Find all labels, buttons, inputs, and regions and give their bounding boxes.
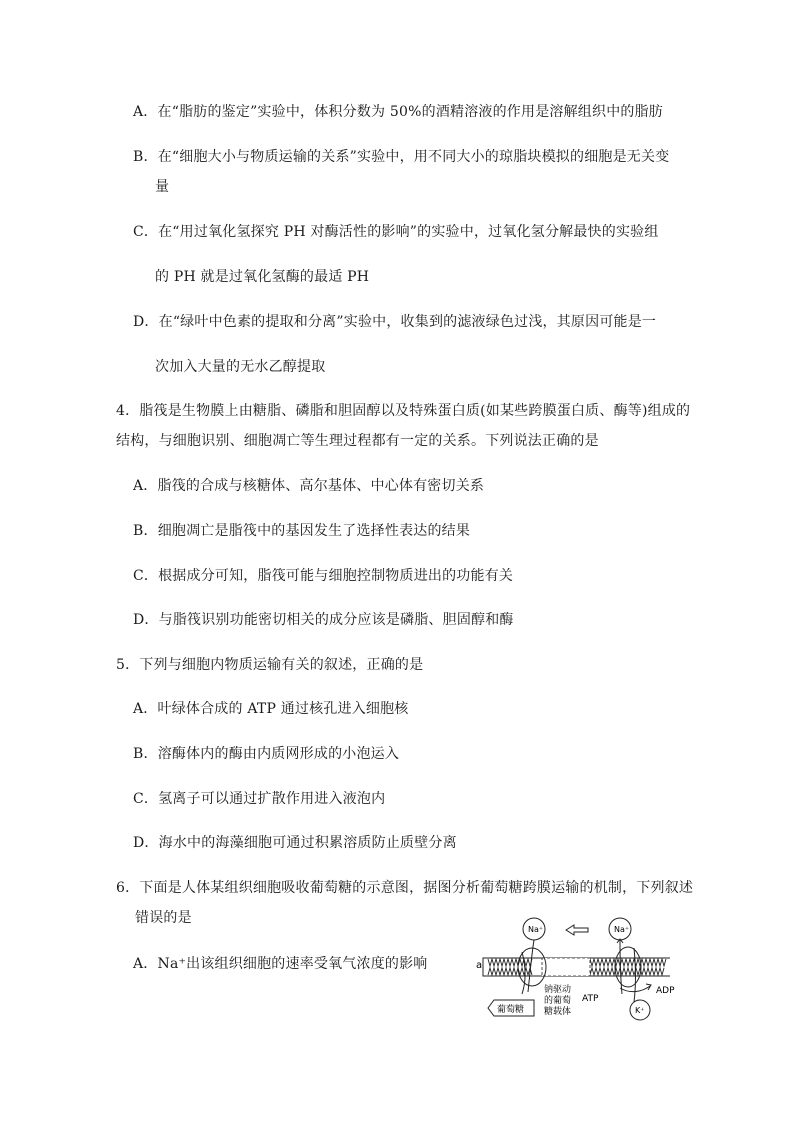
question-5-option-b: B．溶酶体内的酶由内质网形成的小泡运入 xyxy=(133,746,400,762)
question-3-option-c-cont: 的 PH 就是过氧化氢酶的最适 PH xyxy=(155,269,370,285)
na-outflow-arrow xyxy=(620,940,622,994)
question-6-stem-cont: 错误的是 xyxy=(135,910,192,926)
carrier-label-3: 糖载体 xyxy=(544,1007,572,1017)
question-4-stem-cont: 结构，与细胞识别、细胞凋亡等生理过程都有一定的关系。下列说法正确的是 xyxy=(116,433,599,449)
question-3-option-d: D．在“绿叶中色素的提取和分离”实验中，收集到的滤液绿色过浅，其原因可能是一 xyxy=(133,314,657,330)
question-4-option-b: B．细胞凋亡是脂筏中的基因发生了选择性表达的结果 xyxy=(133,523,471,539)
adp-label: ADP xyxy=(656,986,675,996)
question-3-option-c: C．在“用过氧化氢探究 PH 对酶活性的影响”的实验中，过氧化氢分解最快的实验组 xyxy=(133,224,659,240)
question-4-stem: 4．脂筏是生物膜上由糖脂、磷脂和胆固醇以及特殊蛋白质(如某些跨膜蛋白质、酶等)组成的 xyxy=(116,403,691,419)
membrane-label-a: a xyxy=(476,960,483,971)
question-6-option-a: A．Na⁺出该组织细胞的速率受氧气浓度的影响 xyxy=(133,956,428,972)
svg-text:葡萄糖: 葡萄糖 xyxy=(497,1005,525,1015)
atp-label: ATP xyxy=(582,994,599,1004)
question-5-option-a: A．叶绿体合成的 ATP 通过核孔进入细胞核 xyxy=(133,701,409,717)
question-3-option-a: A．在“脂肪的鉴定”实验中，体积分数为 50%的酒精溶液的作用是溶解组织中的脂肪 xyxy=(133,104,663,120)
question-3-option-d-cont: 次加入大量的无水乙醇提取 xyxy=(155,359,326,375)
svg-text:Na⁺: Na⁺ xyxy=(528,925,544,934)
dashed-membrane-gap xyxy=(542,958,590,976)
question-6-stem: 6．下面是人体某组织细胞吸收葡萄糖的示意图，据图分析葡萄糖跨膜运输的机制，下列叙述 xyxy=(116,880,694,896)
carrier-label-1: 钠驱动 xyxy=(544,985,572,995)
carrier-label-2: 的葡萄 xyxy=(544,996,572,1006)
svg-text:K⁺: K⁺ xyxy=(635,1006,645,1015)
question-5-option-c: C．氢离子可以通过扩散作用进入液泡内 xyxy=(133,791,386,807)
question-3-option-b: B．在“细胞大小与物质运输的关系”实验中，用不同大小的琼脂块模拟的细胞是无关变 xyxy=(133,149,670,165)
svg-text:Na⁺: Na⁺ xyxy=(614,925,630,934)
question-5-option-d: D．海水中的海藻细胞可通过积累溶质防止质壁分离 xyxy=(133,835,457,851)
hollow-arrow-icon xyxy=(566,925,588,935)
glucose-transport-diagram xyxy=(470,912,690,1024)
question-5-stem: 5．下列与细胞内物质运输有关的叙述，正确的是 xyxy=(116,657,424,673)
question-4-option-c: C．根据成分可知，脂筏可能与细胞控制物质进出的功能有关 xyxy=(133,568,514,584)
question-4-option-a: A．脂筏的合成与核糖体、高尔基体、中心体有密切关系 xyxy=(133,478,485,494)
question-3-option-b-cont: 量 xyxy=(155,179,170,195)
question-4-option-d: D．与脂筏识别功能密切相关的成分应该是磷脂、胆固醇和酶 xyxy=(133,612,514,628)
